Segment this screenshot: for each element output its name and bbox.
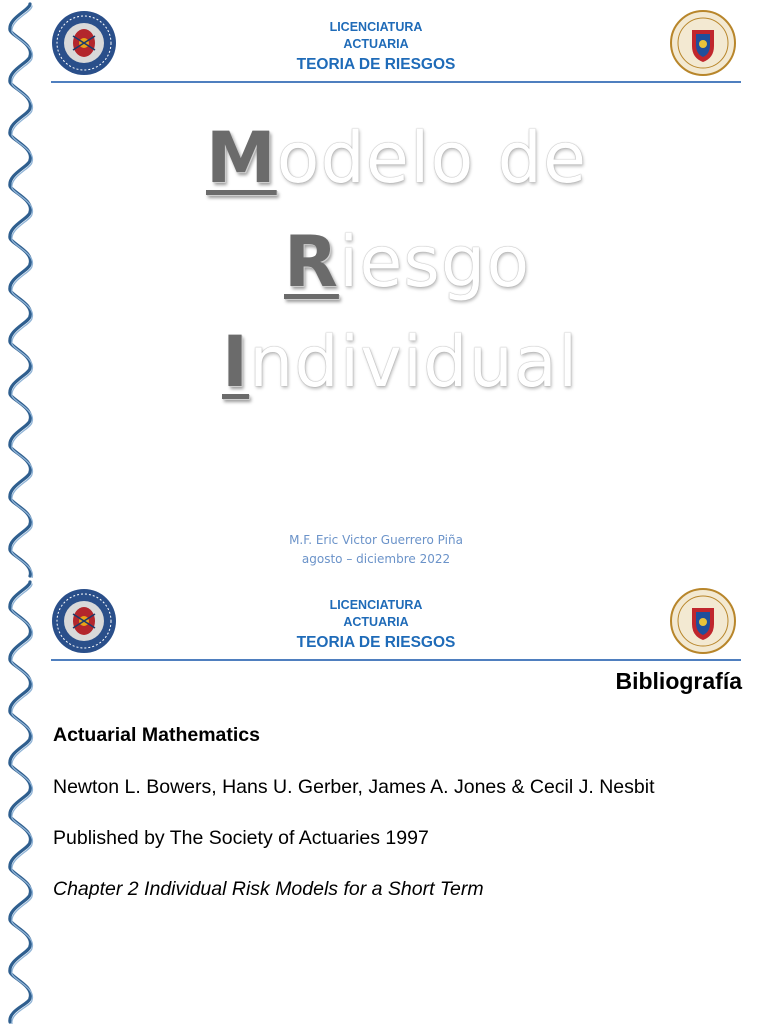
university-seal-logo bbox=[670, 10, 736, 76]
program-name: ACTUARIA bbox=[343, 37, 409, 51]
author-name: M.F. Eric Victor Guerrero Piña bbox=[289, 533, 463, 547]
program-label: LICENCIATURA bbox=[329, 598, 423, 612]
title-text: odelo de bbox=[276, 117, 588, 199]
program-name: ACTUARIA bbox=[343, 615, 409, 629]
book-publisher: Published by The Society of Actuaries 1997 bbox=[53, 827, 429, 849]
bibliography-slide bbox=[0, 578, 768, 1024]
course-name: TEORIA DE RIESGOS bbox=[296, 56, 456, 73]
title-text: ndividual bbox=[249, 321, 579, 403]
title-initial: R bbox=[284, 221, 339, 303]
title-text: iesgo bbox=[338, 221, 531, 303]
faculty-seal-logo bbox=[51, 10, 117, 76]
title-line-3 bbox=[222, 322, 578, 402]
book-title: Actuarial Mathematics bbox=[53, 724, 260, 746]
decorative-vine-border bbox=[0, 578, 44, 1024]
header-divider bbox=[51, 659, 741, 661]
title-initial: I bbox=[222, 321, 250, 403]
title-line-1 bbox=[206, 118, 587, 198]
course-period: agosto – diciembre 2022 bbox=[301, 552, 451, 566]
title-line-2 bbox=[284, 222, 530, 302]
faculty-seal-logo bbox=[51, 588, 117, 654]
course-name: TEORIA DE RIESGOS bbox=[296, 634, 456, 651]
title-initial: M bbox=[206, 117, 277, 199]
program-label: LICENCIATURA bbox=[329, 20, 423, 34]
university-seal-logo bbox=[670, 588, 736, 654]
book-chapter: Chapter 2 Individual Risk Models for a Short Term bbox=[53, 878, 484, 900]
header-divider bbox=[51, 81, 741, 83]
bibliography-heading: Bibliografía bbox=[615, 668, 742, 694]
decorative-vine-border bbox=[0, 0, 44, 578]
book-authors: Newton L. Bowers, Hans U. Gerber, James A. Jones & Cecil J. Nesbit bbox=[53, 776, 655, 798]
